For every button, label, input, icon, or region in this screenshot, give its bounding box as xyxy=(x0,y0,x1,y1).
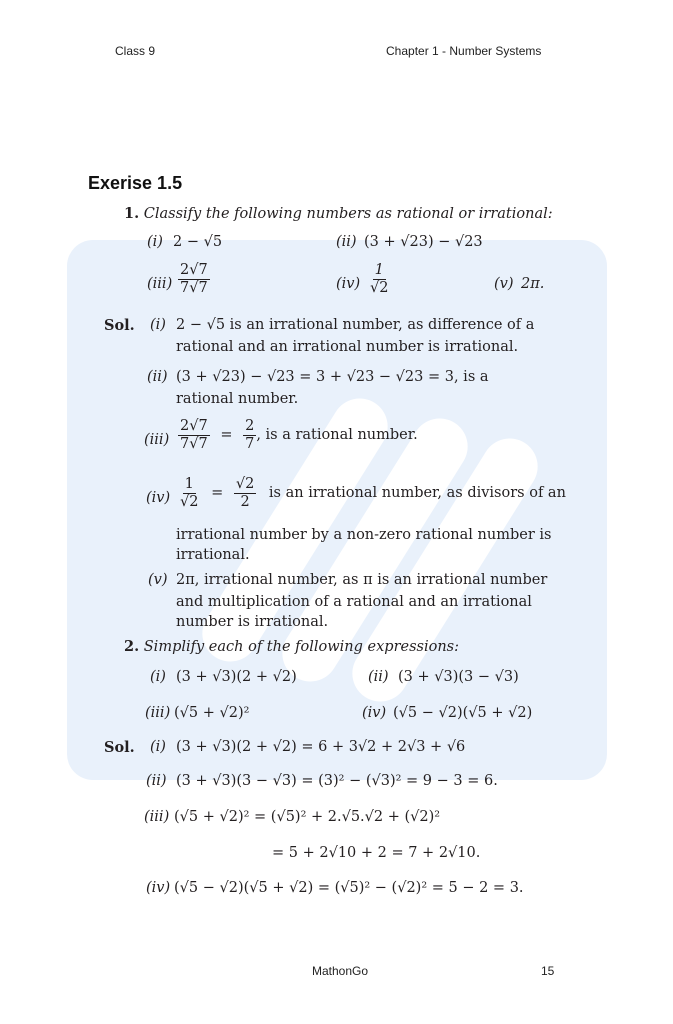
fraction-numerator: √2 xyxy=(235,476,255,492)
fraction-denominator: √2 xyxy=(180,493,199,510)
sol1-iv-equation xyxy=(178,476,566,510)
q1-part-v-label: (v) xyxy=(494,276,514,292)
question-2 xyxy=(124,638,459,655)
sol1-ii-line2: rational number. xyxy=(176,391,299,407)
sol2-i-expr: (3 + √3)(2 + √2) = 6 + 3√2 + 2√3 + √6 xyxy=(176,739,466,755)
sol2-iii-expr: (√5 + √2)² = (√5)² + 2.√5.√2 + (√2)² xyxy=(174,809,441,825)
fraction-denominator: 2 xyxy=(240,493,250,510)
q1-part-iv-label: (iv) xyxy=(336,276,361,292)
fraction-numerator: 2√7 xyxy=(180,418,208,434)
equals-sign: = xyxy=(211,485,224,502)
sol1-v-line3: number is irrational. xyxy=(176,614,329,630)
q2-ii-expr: (3 + √3)(3 − √3) xyxy=(398,669,519,685)
sol1-iv-text: is an irrational number, as divisors of an xyxy=(268,485,566,502)
q2-iii-label: (iii) xyxy=(145,705,171,721)
solution-1-label: Sol. xyxy=(104,317,135,334)
sol2-iii-continuation: = 5 + 2√10 + 2 = 7 + 2√10. xyxy=(272,845,481,861)
q2-ii-label: (ii) xyxy=(368,669,389,685)
sol1-iii-label: (iii) xyxy=(144,432,170,448)
page-number: 15 xyxy=(541,964,555,978)
q2-i-expr: (3 + √3)(2 + √2) xyxy=(176,669,297,685)
sol1-i-line2: rational and an irrational number is irrational. xyxy=(176,339,519,355)
fraction-numerator: 1 xyxy=(184,476,194,492)
sol1-v-label: (v) xyxy=(148,572,168,588)
question-1 xyxy=(124,205,553,222)
q2-iii-expr: (√5 + √2)² xyxy=(174,705,250,721)
q2-i-label: (i) xyxy=(150,669,166,685)
footer-brand: MathonGo xyxy=(312,964,369,978)
sol2-iii-label: (iii) xyxy=(144,809,170,825)
fraction-denominator: 7√7 xyxy=(180,279,208,296)
exercise-title: Exerise 1.5 xyxy=(88,173,183,193)
sol1-iv-label: (iv) xyxy=(146,490,171,506)
q1-part-ii-expr: (3 + √23) − √23 xyxy=(364,234,483,250)
question-prompt: Classify the following numbers as rational or irrational: xyxy=(143,206,553,222)
fraction-denominator: √2 xyxy=(370,279,389,296)
q2-iv-label: (iv) xyxy=(362,705,387,721)
q2-iv-expr: (√5 − √2)(√5 + √2) xyxy=(393,705,533,721)
question-number: 2. xyxy=(124,638,140,655)
sol1-iii-equation xyxy=(178,418,418,452)
equals-sign: = xyxy=(220,427,233,444)
sol1-ii-line1: (3 + √23) − √23 = 3 + √23 − √23 = 3, is a xyxy=(176,369,489,385)
fraction-denominator: 7 xyxy=(245,435,255,452)
sol1-v-line1: 2π, irrational number, as π is an irrational number xyxy=(176,572,548,588)
q1-part-ii-label: (ii) xyxy=(336,234,357,250)
q1-part-i-label: (i) xyxy=(147,234,163,250)
fraction-numerator: 2√7 xyxy=(180,262,208,278)
question-prompt: Simplify each of the following expressions: xyxy=(143,639,459,655)
class-label: Class 9 xyxy=(115,44,156,58)
q1-part-i-expr: 2 − √5 xyxy=(173,234,223,250)
solution-2-label: Sol. xyxy=(104,739,135,756)
sol2-ii-expr: (3 + √3)(3 − √3) = (3)² − (√3)² = 9 − 3 = 6. xyxy=(176,773,498,789)
q1-part-iv-fraction xyxy=(368,262,390,296)
fraction-numerator: 1 xyxy=(374,262,384,278)
sol2-iv-expr: (√5 − √2)(√5 + √2) = (√5)² − (√2)² = 5 − 2 = 3. xyxy=(174,880,524,896)
sol2-ii-label: (ii) xyxy=(146,773,167,789)
chapter-label: Chapter 1 - Number Systems xyxy=(386,44,542,58)
fraction-numerator: 2 xyxy=(245,418,255,434)
q1-part-v-expr: 2π. xyxy=(521,276,545,292)
fraction-denominator: 7√7 xyxy=(180,435,208,452)
sol1-iii-text: , is a rational number. xyxy=(256,427,418,444)
sol1-iv-line3: irrational. xyxy=(176,547,250,563)
q1-part-iii-fraction xyxy=(178,262,210,296)
sol1-i-line1: 2 − √5 is an irrational number, as difference of a xyxy=(176,317,535,333)
sol1-i-label: (i) xyxy=(150,317,166,333)
sol2-iv-label: (iv) xyxy=(146,880,171,896)
sol1-iv-line2: irrational number by a non-zero rational number is xyxy=(176,527,552,543)
sol1-ii-label: (ii) xyxy=(147,369,168,385)
q1-part-iii-label: (iii) xyxy=(147,276,173,292)
sol1-v-line2: and multiplication of a rational and an irrational xyxy=(176,594,532,610)
sol2-i-label: (i) xyxy=(150,739,166,755)
question-number: 1. xyxy=(124,205,140,222)
